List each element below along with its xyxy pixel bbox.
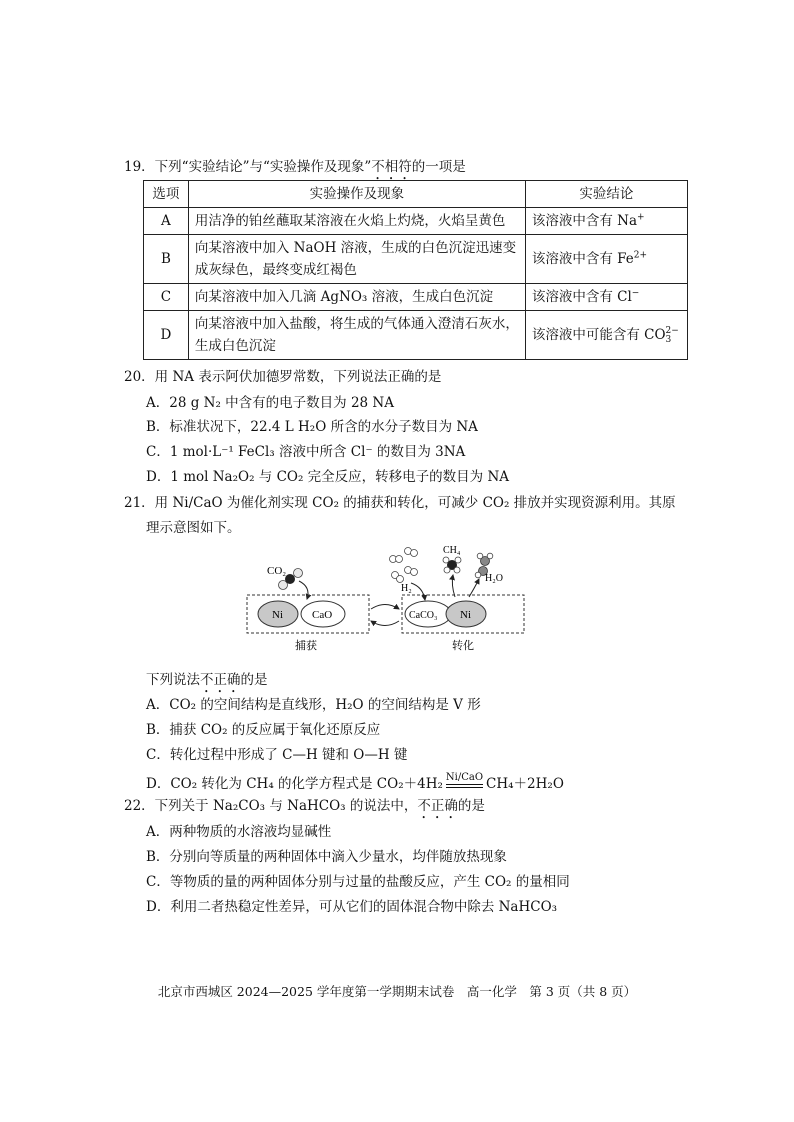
emphasis-text: 不正确 (417, 798, 458, 814)
emphasis-text: 不正确 (200, 672, 241, 688)
mechanism-diagram (245, 545, 545, 655)
cao-label: CaO (312, 609, 333, 621)
q20-option-d: D．1 mol Na₂O₂ 与 CO₂ 完全反应，转移电子的数目为 NA (146, 469, 510, 485)
q22-stem: 22．下列关于 Na₂CO₃ 与 NaHCO₃ 的说法中，不正确的是 (124, 798, 485, 814)
header-conclusion: 实验结论 (525, 181, 687, 208)
co2-label: CO₂ (267, 565, 287, 577)
equals-arrow (446, 784, 483, 788)
q20-stem: 20．用 NA 表示阿伏加德罗常数，下列说法正确的是 (124, 369, 442, 385)
ch4-molecule-icon (443, 557, 461, 573)
q21-option-a: A．CO₂ 的空间结构是直线形，H₂O 的空间结构是 V 形 (146, 697, 481, 713)
ch4-label: CH₄ (443, 545, 461, 556)
q21-stem-line2: 理示意图如下。 (146, 520, 241, 536)
q22-option-c: C．等物质的量的两种固体分别与过量的盐酸反应，产生 CO₂ 的量相同 (146, 874, 570, 890)
table-row: A 用洁净的铂丝蘸取某溶液在火焰上灼烧，火焰呈黄色 该溶液中含有 Na+ (144, 208, 688, 235)
q20-option-a: A．28 g N₂ 中含有的电子数目为 28 NA (146, 395, 394, 411)
table-row: C 向某溶液中加入几滴 AgNO₃ 溶液，生成白色沉淀 该溶液中含有 Cl− (144, 284, 688, 311)
q19-table (143, 180, 688, 360)
h2-molecules-icon (390, 548, 418, 583)
ni-left-label: Ni (272, 609, 283, 621)
q20-option-b: B．标准状况下，22.4 L H₂O 所含的水分子数目为 NA (146, 419, 478, 435)
q20-option-c: C．1 mol·L⁻¹ FeCl₃ 溶液中所含 Cl⁻ 的数目为 3NA (146, 444, 466, 460)
q22-option-b: B．分别向等质量的两种固体中滴入少量水，均伴随放热现象 (146, 849, 507, 865)
h2o-label: H₂O (485, 573, 503, 584)
q22-option-d: D．利用二者热稳定性差异，可从它们的固体混合物中除去 NaHCO₃ (146, 899, 558, 915)
h2-label: H₂ (401, 583, 412, 594)
ni-right-label: Ni (460, 609, 471, 621)
q21-option-d: D．CO₂ 转化为 CH₄ 的化学方程式是 CO₂＋4H₂ Ni/CaO CH₄＋2H₂O (146, 772, 564, 792)
header-option: 选项 (144, 181, 189, 208)
table-header-row (144, 181, 688, 208)
convert-label: 转化 (452, 639, 474, 652)
q19-stem: 19．下列“实验结论”与“实验操作及现象”不相符的一项是 (124, 159, 466, 175)
q21-substem: 下列说法不正确的是 (146, 672, 268, 688)
table-row: D 向某溶液中加入盐酸，将生成的气体通入澄清石灰水， 生成白色沉淀 该溶液中可能含有 CO 2− 3 (144, 311, 688, 360)
reaction-condition: Ni/CaO (446, 772, 483, 793)
q21-option-b: B．捕获 CO₂ 的反应属于氧化还原反应 (146, 722, 381, 738)
page-footer: 北京市西城区 2024—2025 学年度第一学期期末试卷 高一化学 第 3 页（共 8 页） (157, 984, 637, 999)
q21-option-c: C．转化过程中形成了 C—H 键和 O—H 键 (146, 747, 408, 763)
caco3-label: CaCO₃ (409, 610, 438, 621)
emphasis-text: 不相符 (371, 159, 412, 175)
header-operation: 实验操作及现象 (188, 181, 525, 208)
q21-stem-line1: 21．用 Ni/CaO 为催化剂实现 CO₂ 的捕获和转化，可减少 CO₂ 排放并实现资源利用。其原 (124, 495, 676, 511)
q22-option-a: A．两种物质的水溶液均显碱性 (146, 824, 332, 840)
capture-label: 捕获 (295, 639, 317, 652)
table-row: B 向某溶液中加入 NaOH 溶液，生成的白色沉淀迅速变 成灰绿色，最终变成红褐色 该溶液中含有 $Fe^{2+}$ (144, 235, 688, 284)
